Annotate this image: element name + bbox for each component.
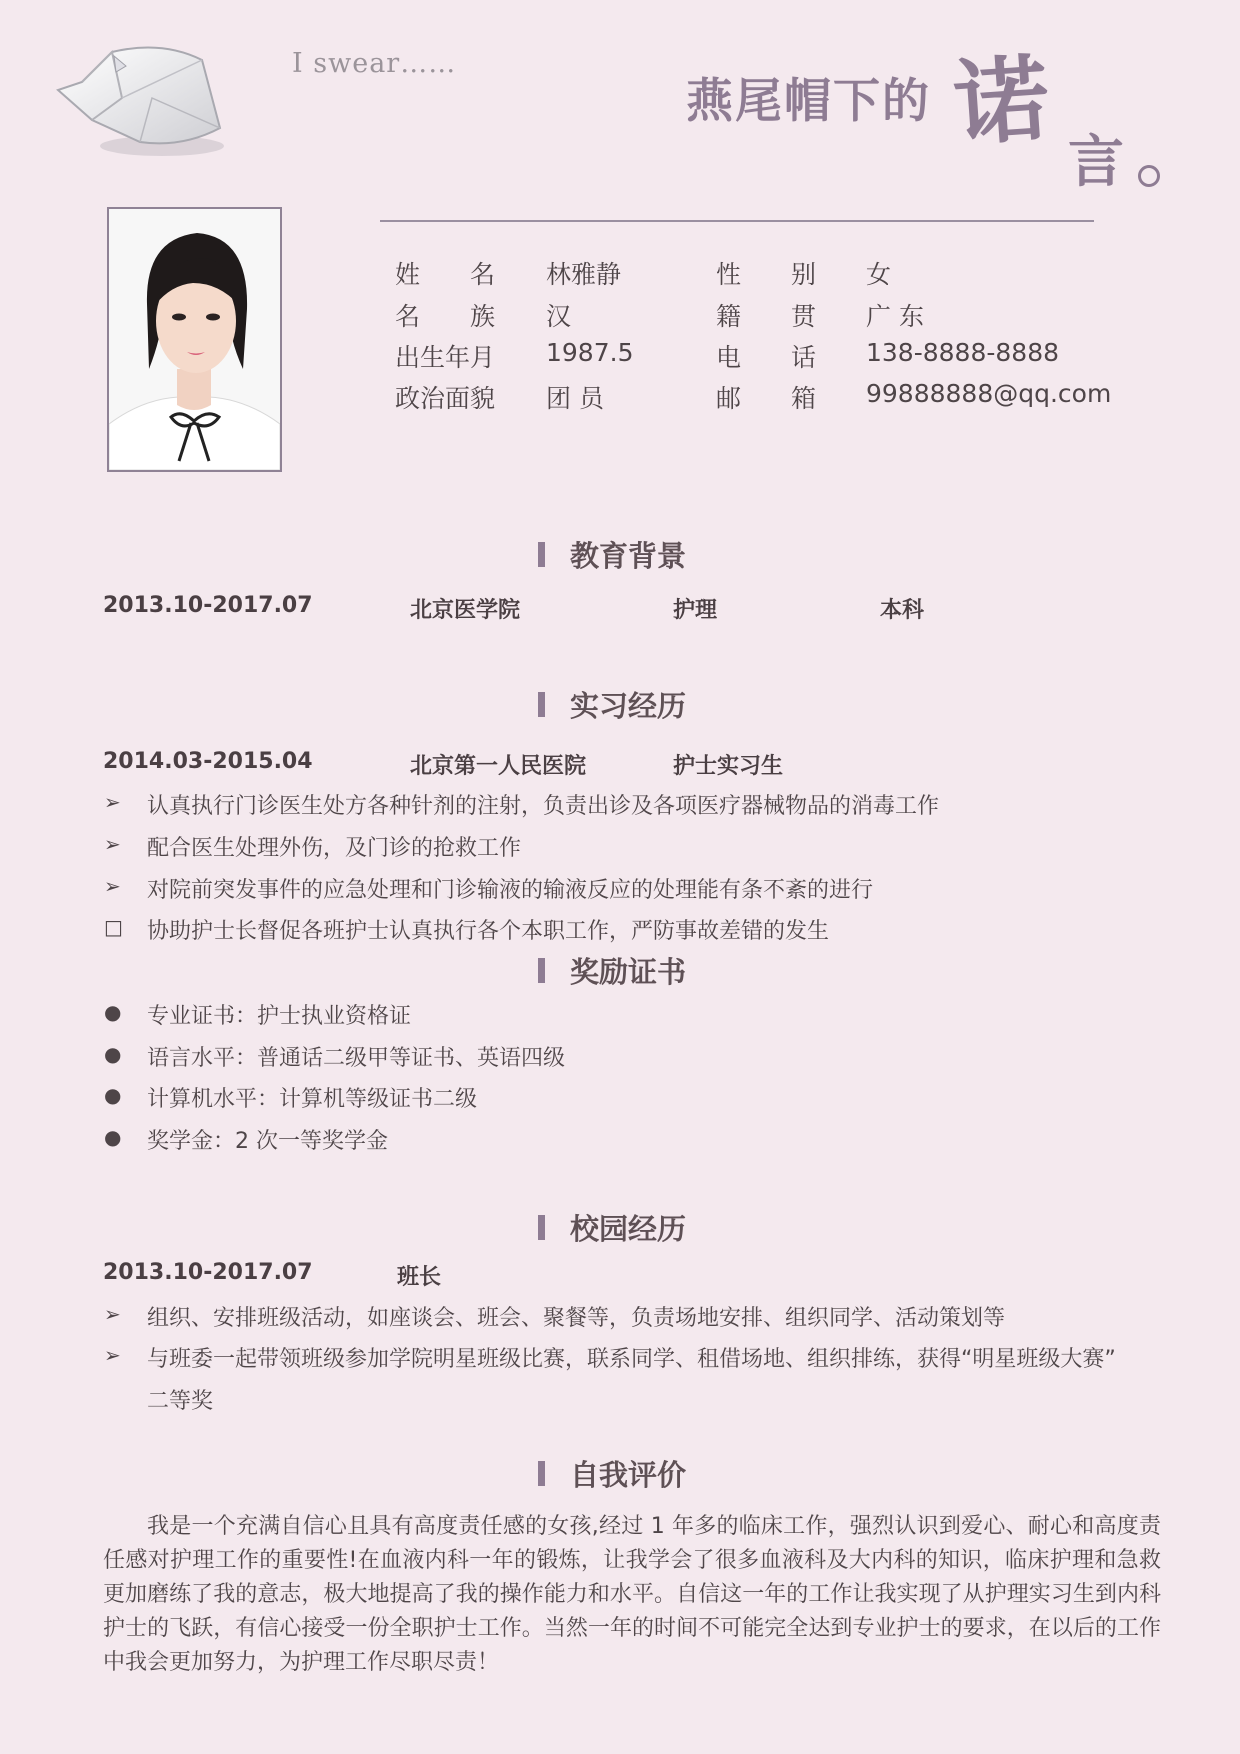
brand-period-mark (1138, 165, 1160, 187)
info-value: 1987.5 (546, 338, 634, 367)
brand-title-big-char: 诺 (950, 43, 1053, 161)
tagline: I swear…… (292, 48, 457, 79)
self-evaluation-title: 自我评价 (570, 1458, 687, 1492)
internship-item-bullet: □ (104, 915, 123, 939)
header-divider (380, 220, 1094, 222)
section-marker (538, 958, 545, 983)
info-label: 名 族 (395, 302, 496, 331)
awards-title: 奖励证书 (570, 955, 687, 989)
section-marker (538, 692, 545, 717)
award-item: 奖学金：2 次一等奖学金 (147, 1129, 388, 1154)
campus-item-bullet: ➢ (104, 1343, 121, 1367)
info-label: 姓 名 (395, 260, 496, 289)
award-item: 专业证书：护士执业资格证 (147, 1004, 412, 1029)
section-marker (538, 542, 545, 567)
info-label: 出生年月 (395, 343, 496, 372)
education-school: 北京医学院 (410, 598, 521, 623)
brand-title-end-char: 言 (1068, 129, 1124, 195)
internship-item: 协助护士长督促各班护士认真执行各个本职工作，严防事故差错的发生 (147, 919, 830, 944)
campus-period: 2013.10-2017.07 (103, 1260, 313, 1285)
education-degree: 本科 (880, 598, 925, 623)
award-item-bullet: ● (104, 1083, 122, 1107)
campus-item-continuation: 二等奖 (147, 1389, 214, 1414)
self-evaluation-text: 我是一个充满自信心且具有高度责任感的女孩,经过 1 年多的临床工作，强烈认识到爱心、耐心和高度责任感对护理工作的重要性!在血液内科一年的锻炼，让我学会了很多血液科及大内科的知识，临床护理和急救更加磨练了我的意志，极大地提高了我的操作能力和水平。自信这一年的工作让我实现了从护理实习生到内科护士的飞跃，有信心接受一份全职护士工作。当然一年的时间不可能完全达到专业护士的要求，在以后的工作中我会更加努力，为护理工作尽职尽责！ (103, 1514, 1161, 1675)
info-value: 汉 (546, 302, 572, 331)
campus-title: 校园经历 (570, 1212, 687, 1246)
brand-title: 燕尾帽下的 (686, 74, 931, 129)
award-item: 计算机水平：计算机等级证书二级 (147, 1087, 478, 1112)
section-marker (538, 1461, 545, 1486)
internship-role: 护士实习生 (673, 754, 784, 779)
award-item-bullet: ● (104, 1000, 122, 1024)
profile-photo (107, 207, 282, 472)
info-label: 电 话 (716, 343, 817, 372)
internship-item: 认真执行门诊医生处方各种针剂的注射，负责出诊及各项医疗器械物品的消毒工作 (147, 794, 940, 819)
campus-item-bullet: ➢ (104, 1302, 121, 1326)
award-item-bullet: ● (104, 1042, 122, 1066)
info-label: 籍 贯 (716, 302, 817, 331)
internship-item: 对院前突发事件的应急处理和门诊输液的输液反应的处理能有条不紊的进行 (147, 878, 874, 903)
info-value: 女 (866, 260, 892, 289)
nurse-cap-illustration (52, 38, 242, 163)
info-label: 性 别 (716, 260, 817, 289)
education-period: 2013.10-2017.07 (103, 593, 313, 618)
info-value: 138-8888-8888 (866, 338, 1060, 367)
education-title: 教育背景 (570, 539, 687, 573)
campus-role: 班长 (397, 1265, 442, 1290)
campus-item: 组织、安排班级活动，如座谈会、班会、聚餐等，负责场地安排、组织同学、活动策划等 (147, 1306, 1006, 1331)
education-major: 护理 (673, 598, 718, 623)
internship-period: 2014.03-2015.04 (103, 749, 313, 774)
info-value: 99888888@qq.com (866, 379, 1112, 408)
internship-title: 实习经历 (570, 689, 687, 723)
info-value: 团 员 (546, 384, 604, 413)
internship-item: 配合医生处理外伤，及门诊的抢救工作 (147, 836, 522, 861)
award-item-bullet: ● (104, 1125, 122, 1149)
internship-item-bullet: ➢ (104, 790, 121, 814)
campus-item: 与班委一起带领班级参加学院明星班级比赛，联系同学、租借场地、组织排练，获得“明星班级大赛” (147, 1347, 1116, 1372)
award-item: 语言水平：普通话二级甲等证书、英语四级 (147, 1046, 566, 1071)
internship-organization: 北京第一人民医院 (410, 754, 587, 779)
info-label: 邮 箱 (716, 384, 817, 413)
internship-item-bullet: ➢ (104, 832, 121, 856)
internship-item-bullet: ➢ (104, 874, 121, 898)
info-value: 广 东 (866, 302, 924, 331)
info-value: 林雅静 (546, 260, 622, 289)
info-label: 政治面貌 (395, 384, 496, 413)
section-marker (538, 1215, 545, 1240)
